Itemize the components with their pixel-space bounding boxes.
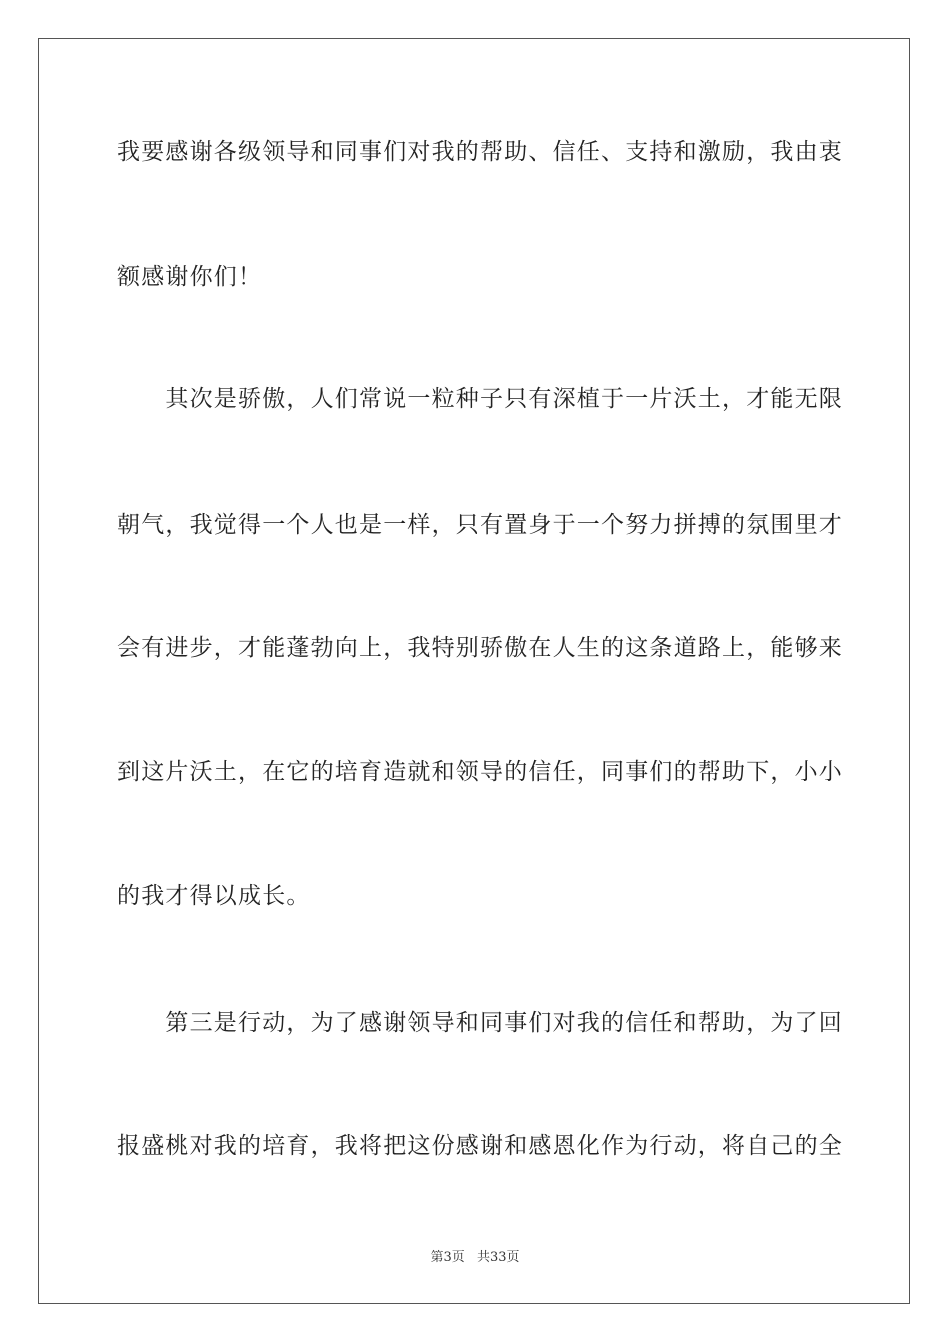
text-line-7: 的我才得以成长。: [117, 883, 311, 909]
page-number: 第3页: [430, 1250, 465, 1265]
page-footer: [0, 1246, 950, 1265]
page-border: [38, 38, 910, 1304]
text-line-1: 我要感谢各级领导和同事们对我的帮助、信任、支持和激励，我由衷: [117, 139, 843, 165]
text-line-6: 到这片沃土，在它的培育造就和领导的信任，同事们的帮助下，小小: [117, 759, 843, 785]
text-line-3: 其次是骄傲，人们常说一粒种子只有深植于一片沃土，才能无限: [117, 386, 843, 412]
text-line-5: 会有进步，才能蓬勃向上，我特别骄傲在人生的这条道路上，能够来: [117, 635, 843, 661]
text-line-4: 朝气，我觉得一个人也是一样，只有置身于一个努力拼搏的氛围里才: [117, 512, 843, 538]
text-line-2: 额感谢你们！: [117, 264, 263, 290]
text-line-8: 第三是行动，为了感谢领导和同事们对我的信任和帮助，为了回: [117, 1010, 843, 1036]
text-line-9: 报盛桃对我的培育，我将把这份感谢和感恩化作为行动，将自己的全: [117, 1133, 843, 1159]
total-pages: 共33页: [476, 1250, 520, 1265]
